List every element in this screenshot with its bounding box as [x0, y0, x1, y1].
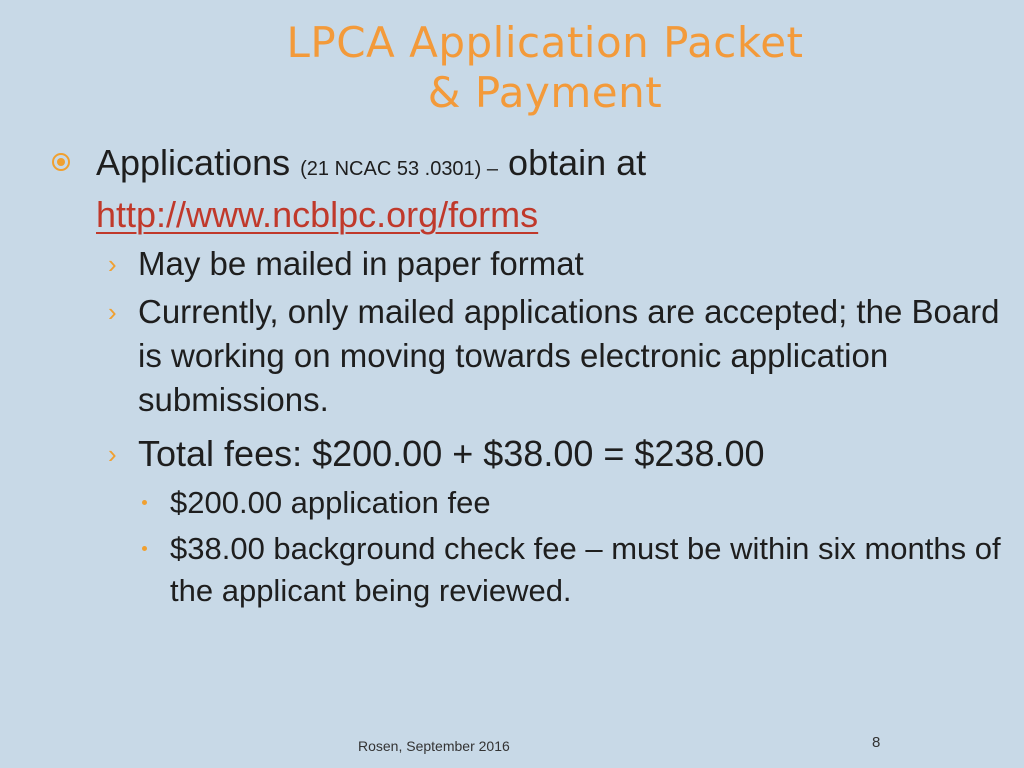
page-number: 8 — [872, 734, 881, 751]
slide-content — [52, 140, 1002, 612]
applications-reference: (21 NCAC 53 .0301) – — [300, 158, 499, 180]
bullet-application-fee — [52, 482, 1002, 524]
title-line-1: LPCA Application Packet — [286, 18, 804, 67]
bullet-application-fee-text: $200.00 application fee — [170, 485, 491, 520]
bullet-currently-mailed-text: Currently, only mailed applications are accepted; the Board is working on moving towards electronic application submissions. — [138, 293, 1000, 418]
dot-bullet-icon — [142, 546, 147, 551]
bullet-currently-mailed — [52, 290, 1002, 422]
bullet-mailed-paper-text: May be mailed in paper format — [138, 245, 584, 282]
applications-label: Applications — [96, 142, 291, 183]
bullet-total-fees — [52, 430, 1002, 478]
slide-footer: Rosen, September 2016 — [358, 738, 510, 754]
title-line-2: & Payment — [427, 68, 663, 117]
dot-bullet-icon — [142, 500, 147, 505]
chevron-right-icon: › — [108, 249, 117, 279]
slide-title — [180, 18, 910, 118]
chevron-right-icon: › — [108, 297, 117, 327]
forms-link[interactable]: http://www.ncblpc.org/forms — [96, 194, 539, 235]
circle-bullet-icon — [52, 153, 70, 171]
applications-tail: obtain at — [508, 142, 647, 183]
bullet-total-fees-text: Total fees: $200.00 + $38.00 = $238.00 — [138, 433, 765, 474]
bullet-applications — [52, 140, 1002, 238]
bullet-mailed-paper — [52, 242, 1002, 286]
chevron-right-icon: › — [108, 439, 117, 469]
bullet-background-check-fee-text: $38.00 background check fee – must be within six months of the applicant being reviewed. — [170, 531, 1001, 608]
bullet-background-check-fee — [52, 528, 1002, 612]
